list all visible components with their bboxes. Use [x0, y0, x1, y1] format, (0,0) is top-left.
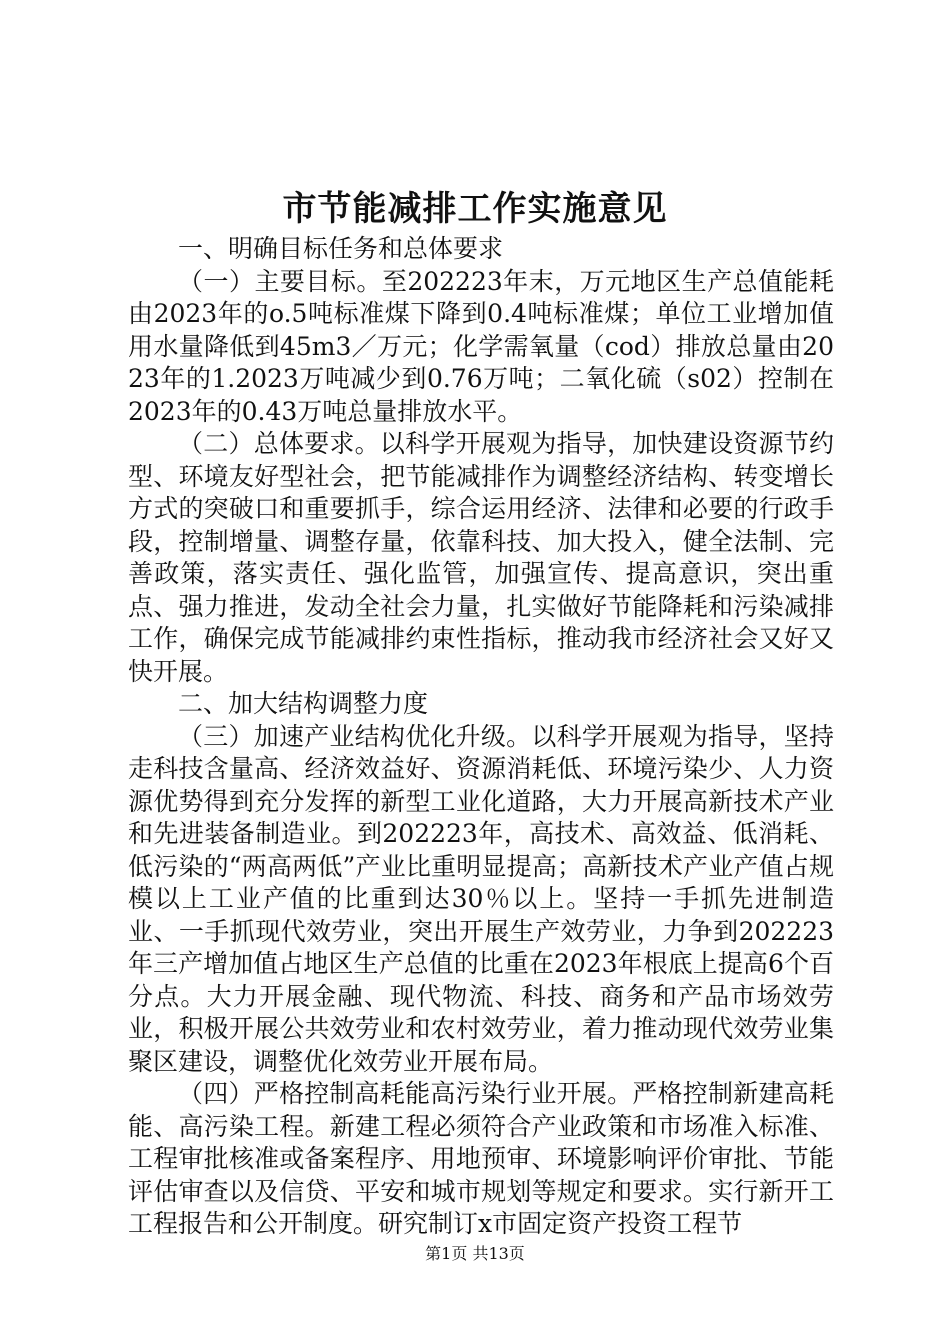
paragraph-control-high-consumption: （四）严格控制高耗能高污染行业开展。严格控制新建高耗能、高污染工程。新建工程必须符合产业政策和市场准入标准、工程审批核准或备案程序、用地预审、环境影响评价审批、节能评估审查以及信贷、平安和城市规划等规定和要求。实行新开工工程报告和公开制度。研究制订x市固定资产投资工程节: [128, 1079, 834, 1238]
document-title: 市节能减排工作实施意见: [282, 189, 668, 229]
paragraph-industrial-upgrade: （三）加速产业结构优化升级。以科学开展观为指导，坚持走科技含量高、经济效益好、资源消耗低、环境污染少、人力资源优势得到充分发挥的新型工业化道路，大力开展高新技术产业和先进装备制造业。到202223年，高技术、高效益、低消耗、低污染的“两高两低”产业比重明显提高；高新技术产业产值占规模以上工业产值的比重到达30％以上。坚持一手抓先进制造业、一手抓现代效劳业，突出开展生产效劳业，力争到202223年三产增加值占地区生产总值的比重在2023年根底上提高6个百分点。大力开展金融、现代物流、科技、商务和产品市场效劳业，积极开展公共效劳业和农村效劳业，着力推动现代效劳业集聚区建设，调整优化效劳业开展布局。: [128, 721, 834, 1076]
section-heading-2: 二、加大结构调整力度: [178, 689, 429, 718]
page-footer: 第1页 共13页: [425, 1244, 525, 1263]
paragraph-main-goals: （一）主要目标。至202223年末，万元地区生产总值能耗由2023年的o.5吨标准煤下降到0.4吨标准煤；单位工业增加值用水量降低到45m3／万元；化学需氧量（cod）排放总量由2023年的1.2023万吨减少到0.76万吨；二氧化硫（s02）控制在2023年的0.43万吨总量排放水平。: [128, 266, 834, 426]
document-body: [128, 233, 834, 1241]
paragraph-overall-requirements: （二）总体要求。以科学开展观为指导，加快建设资源节约型、环境友好型社会，把节能减排作为调整经济结构、转变增长方式的突破口和重要抓手，综合运用经济、法律和必要的行政手段，控制增量、调整存量，依靠科技、加大投入，健全法制、完善政策，落实责任、强化监管，加强宣传、提高意识，突出重点、强力推进，发动全社会力量，扎实做好节能降耗和污染减排工作，确保完成节能减排约束性指标，推动我市经济社会又好又快开展。: [128, 429, 834, 686]
section-heading-1: 一、明确目标任务和总体要求: [178, 234, 504, 263]
